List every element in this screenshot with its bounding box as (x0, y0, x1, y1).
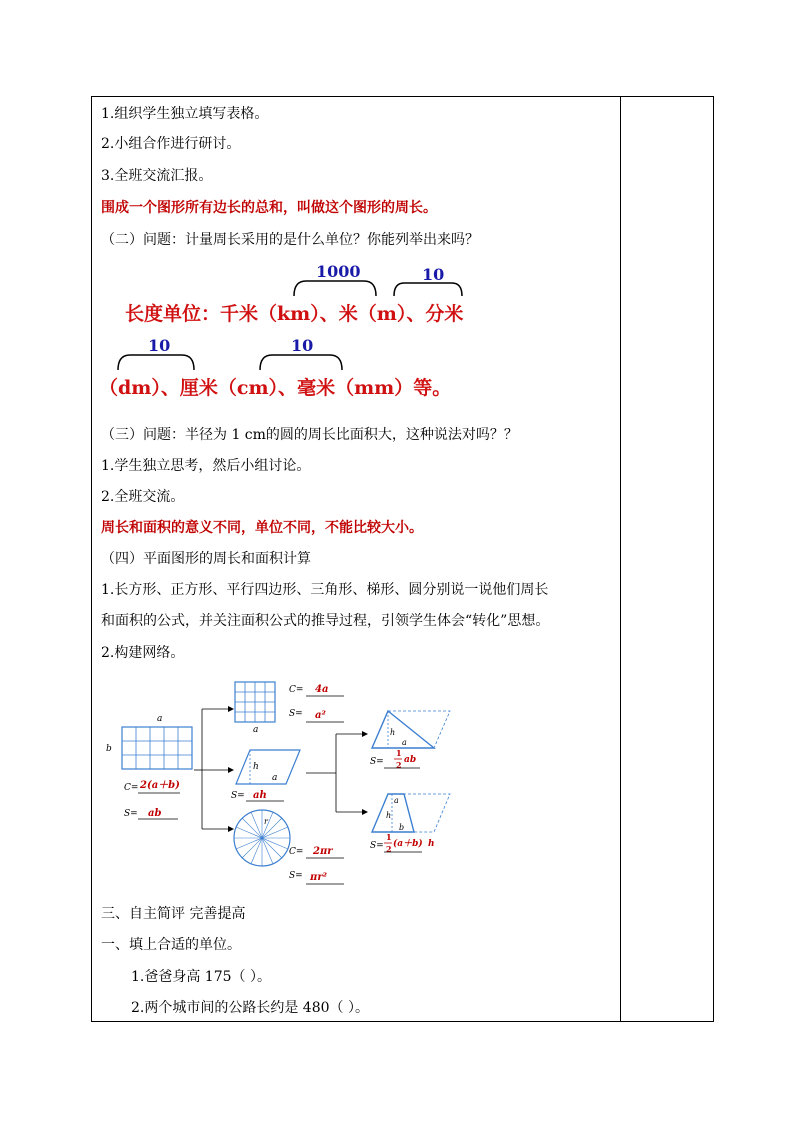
exercise-1: 1.爸爸身高 175（ ）。 (131, 969, 271, 985)
q4-step-1a: 1.长方形、正方形、平行四边形、三角形、梯形、圆分别说一说他们周长 (101, 582, 549, 598)
q3-step-1: 1.学生独立思考，然后小组讨论。 (101, 458, 311, 474)
rect-S-value: ab (148, 808, 162, 819)
rect-S-label: S= (124, 809, 138, 819)
trapezoid-S-h: h (428, 839, 435, 849)
rect-label-b: b (106, 744, 112, 754)
trapezoid-S-value: (a＋b) (393, 839, 423, 849)
conversion-1000: 1000 (316, 262, 361, 281)
conversion-10-b: 10 (148, 336, 171, 355)
rect-C-label: C= (124, 783, 139, 793)
column-divider (620, 96, 621, 1022)
step-2: 2.小组合作进行研讨。 (101, 136, 241, 152)
trapezoid-label-h: h (386, 811, 392, 820)
triangle-S-label: S= (370, 757, 384, 767)
para-label-h: h (253, 762, 259, 772)
triangle-label-a: a (402, 738, 407, 747)
brace-km-m (292, 278, 378, 298)
q4-step-1b: 和面积的公式，并关注面积公式的推导过程，引领学生体会“转化”思想。 (101, 613, 550, 629)
q4-step-2: 2.构建网络。 (101, 645, 185, 661)
rect-label-a: a (157, 714, 163, 724)
perimeter-definition: 围成一个图形所有边长的总和，叫做这个图形的周长。 (101, 200, 437, 216)
formula-network-diagram (100, 672, 460, 890)
q3-conclusion: 周长和面积的意义不同，单位不同，不能比较大小。 (101, 520, 423, 536)
step-1: 1.组织学生独立填写表格。 (101, 106, 269, 122)
brace-dm-cm (116, 352, 196, 372)
square-C-value: 4a (315, 684, 329, 695)
step-3: 3.全班交流汇报。 (101, 168, 213, 184)
question-3: （三）问题：半径为 1 cm的圆的周长比面积大，这种说法对吗？？ (101, 427, 518, 443)
triangle-figure (372, 711, 450, 748)
triangle-frac-den: 2 (396, 760, 402, 770)
trapezoid-figure (372, 794, 450, 832)
square-figure (235, 682, 275, 722)
square-S-value: a² (315, 710, 326, 721)
triangle-S-value: ab (404, 755, 417, 765)
square-label-a: a (253, 725, 259, 735)
length-units-row-1: 长度单位：千米（km）、米（m）、分米 (125, 303, 464, 325)
circle-S-label: S= (289, 871, 303, 881)
circle-C-value: 2πr (313, 846, 333, 857)
rectangle-figure (122, 727, 192, 769)
exercise-2: 2.两个城市间的公路长约是 480（ ）。 (131, 1000, 369, 1016)
brace-cm-mm (258, 352, 344, 372)
circle-S-value: πr² (310, 872, 327, 883)
brace-m-dm (392, 280, 464, 298)
question-4: （四）平面图形的周长和面积计算 (101, 551, 311, 567)
trapezoid-S-label: S= (370, 841, 384, 851)
circle-label-r: r (264, 817, 268, 826)
question-2: （二）问题：计量周长采用的是什么单位？你能列举出来吗？ (101, 232, 479, 248)
trapezoid-frac-den: 2 (386, 844, 392, 854)
conversion-10-c: 10 (291, 336, 314, 355)
section-3-heading: 三、自主简评 完善提高 (101, 906, 246, 922)
triangle-frac-num: 1 (396, 748, 402, 758)
para-S-label: S= (231, 791, 245, 801)
para-label-a: a (272, 773, 278, 783)
section-3-task-1: 一、填上合适的单位。 (101, 937, 241, 953)
square-C-label: C= (289, 685, 304, 695)
length-units-row-2: （dm）、厘米（cm）、毫米（mm）等。 (99, 377, 452, 399)
trapezoid-label-a: a (394, 796, 399, 805)
trapezoid-label-b: b (399, 823, 405, 832)
rect-C-value: 2(a＋b) (140, 780, 180, 791)
square-S-label: S= (289, 709, 303, 719)
triangle-label-h: h (390, 728, 396, 737)
para-S-value: ah (253, 790, 267, 801)
parallelogram-figure (236, 750, 300, 784)
q3-step-2: 2.全班交流。 (101, 489, 185, 505)
conversion-10-a: 10 (422, 265, 445, 284)
circle-figure (234, 810, 290, 866)
circle-C-label: C= (289, 847, 304, 857)
trapezoid-frac-num: 1 (386, 832, 392, 842)
